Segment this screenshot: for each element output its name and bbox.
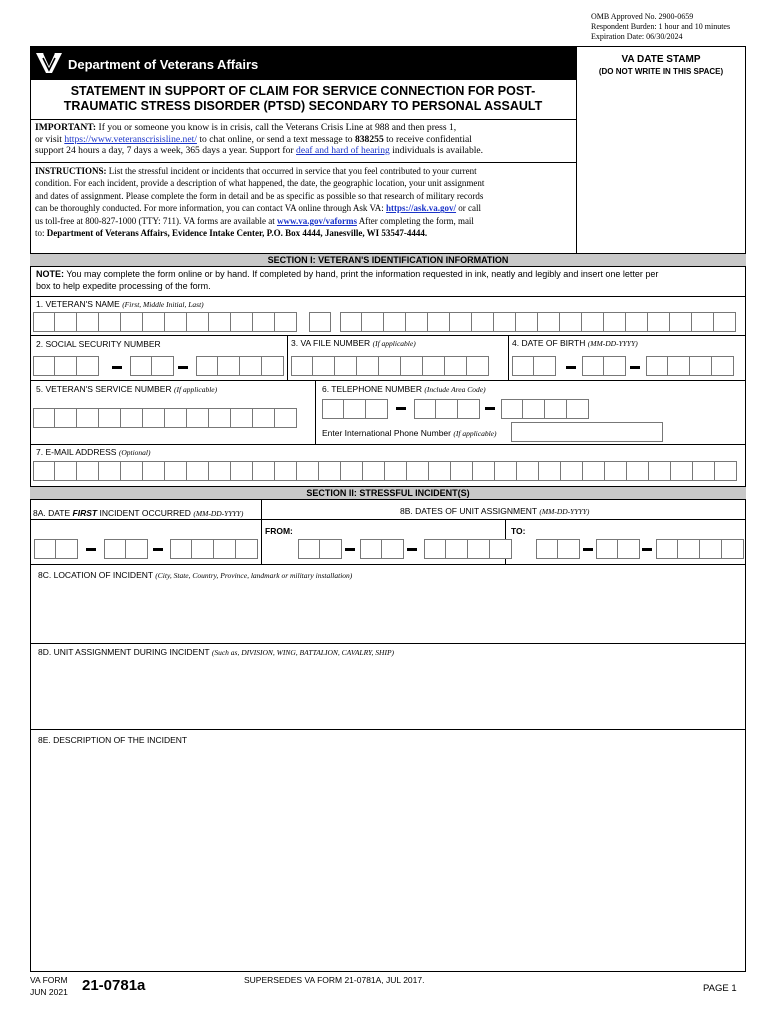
important-text-2c: to receive confidential xyxy=(386,133,472,145)
character-box[interactable] xyxy=(458,399,480,419)
dob-day-boxes[interactable] xyxy=(582,356,626,376)
description-of-incident-field[interactable] xyxy=(31,748,745,970)
character-box[interactable] xyxy=(165,312,187,332)
character-box[interactable] xyxy=(445,356,467,376)
character-box[interactable] xyxy=(700,539,722,559)
instructions-text-3: and dates of assignment. Please complete the form in detail and be as specific as possible so that research of military records xyxy=(35,190,484,201)
character-box[interactable] xyxy=(214,539,236,559)
ssn-dash xyxy=(178,366,188,369)
f8c-hint: (City, State, Country, Province, landmark or military installation) xyxy=(155,571,353,580)
character-box[interactable] xyxy=(99,461,121,481)
character-box[interactable] xyxy=(558,539,580,559)
character-box[interactable] xyxy=(187,408,209,428)
character-box[interactable] xyxy=(253,461,275,481)
character-box[interactable] xyxy=(231,312,253,332)
character-box[interactable] xyxy=(170,539,192,559)
character-box[interactable] xyxy=(627,461,649,481)
character-box[interactable] xyxy=(275,408,297,428)
character-box[interactable] xyxy=(618,539,640,559)
note-text: You may complete the form online or by hand. If completed by hand, print the information requested in ink, neatly and legibly and insert one letter per xyxy=(66,269,659,279)
character-box[interactable] xyxy=(670,312,692,332)
email-label xyxy=(36,447,151,457)
character-box[interactable] xyxy=(467,356,489,376)
phone-dash xyxy=(396,407,406,410)
character-box[interactable] xyxy=(275,461,297,481)
character-box[interactable] xyxy=(712,356,734,376)
important-text-1: If you or someone you know is in crisis, call the Veterans Crisis Line at 988 and then press 1, xyxy=(98,122,457,133)
f7-label: 7. E-MAIL ADDRESS xyxy=(36,447,117,457)
text-code: 838255 xyxy=(354,133,384,145)
date-stamp-note: (DO NOT WRITE IN THIS SPACE) xyxy=(598,67,724,76)
character-box[interactable] xyxy=(152,356,174,376)
character-box[interactable] xyxy=(363,461,385,481)
character-box[interactable] xyxy=(360,539,382,559)
character-box[interactable] xyxy=(490,539,512,559)
ssn-label: 2. SOCIAL SECURITY NUMBER xyxy=(36,339,161,349)
phone-area-boxes[interactable] xyxy=(322,399,388,419)
character-box[interactable] xyxy=(291,356,313,376)
character-box[interactable] xyxy=(626,312,648,332)
divider xyxy=(30,444,746,445)
ssn-boxes-1[interactable] xyxy=(33,356,99,376)
divider xyxy=(30,162,576,163)
character-box[interactable] xyxy=(451,461,473,481)
form-title-line2: TRAUMATIC STRESS DISORDER (PTSD) SECONDARY TO PERSONAL ASSAULT xyxy=(63,99,543,113)
service-number-label xyxy=(36,384,217,394)
footer-form-id xyxy=(30,975,68,997)
f8c-label: 8C. LOCATION OF INCIDENT xyxy=(38,570,153,580)
character-box[interactable] xyxy=(424,539,446,559)
character-box[interactable] xyxy=(384,312,406,332)
character-box[interactable] xyxy=(340,312,362,332)
f5-hint: (If applicable) xyxy=(174,385,218,394)
character-box[interactable] xyxy=(582,356,604,376)
f3-hint: (If applicable) xyxy=(372,339,416,348)
character-box[interactable] xyxy=(344,399,366,419)
character-box[interactable] xyxy=(121,461,143,481)
f6-intl-hint: (If applicable) xyxy=(453,429,497,438)
incident-dash xyxy=(86,548,96,551)
instructions-text-1: List the stressful incident or incidents that occurred in service that you feel contributed to your current xyxy=(108,166,477,176)
instructions-text-5b: After completing the form, mail xyxy=(358,215,474,226)
assignment-from-day-boxes[interactable] xyxy=(360,539,404,559)
f8d-label: 8D. UNIT ASSIGNMENT DURING INCIDENT xyxy=(38,647,210,657)
f8a-hint: (MM-DD-YYYY) xyxy=(193,509,244,518)
divider xyxy=(287,335,288,380)
note-text-2: box to help expedite processing of the form. xyxy=(36,281,211,291)
service-number-boxes[interactable] xyxy=(33,408,297,428)
character-box[interactable] xyxy=(385,461,407,481)
character-box[interactable] xyxy=(33,312,55,332)
f1-hint: (First, Middle Initial, Last) xyxy=(122,300,204,309)
character-box[interactable] xyxy=(596,539,618,559)
incident-year-boxes[interactable] xyxy=(170,539,258,559)
character-box[interactable] xyxy=(253,408,275,428)
character-box[interactable] xyxy=(414,399,436,419)
character-box[interactable] xyxy=(143,461,165,481)
character-box[interactable] xyxy=(34,539,56,559)
f4-label: 4. DATE OF BIRTH xyxy=(512,338,586,348)
from-dash xyxy=(407,548,417,551)
important-notice xyxy=(35,122,575,157)
character-box[interactable] xyxy=(407,461,429,481)
omb-block xyxy=(591,12,730,42)
character-box[interactable] xyxy=(604,312,626,332)
f1-label: 1. VETERAN'S NAME xyxy=(36,299,120,309)
f8b-hint: (MM-DD-YYYY) xyxy=(539,507,590,516)
character-box[interactable] xyxy=(192,539,214,559)
character-box[interactable] xyxy=(714,312,736,332)
instructions xyxy=(35,165,575,239)
character-box[interactable] xyxy=(231,408,253,428)
character-box[interactable] xyxy=(143,408,165,428)
footer-form-date: JUN 2021 xyxy=(30,987,68,997)
character-box[interactable] xyxy=(536,539,558,559)
phone-dash xyxy=(485,407,495,410)
deaf-hard-of-hearing-link[interactable]: deaf and hard of hearing xyxy=(296,145,390,157)
character-box[interactable] xyxy=(517,461,539,481)
character-box[interactable] xyxy=(450,312,472,332)
character-box[interactable] xyxy=(401,356,423,376)
character-box[interactable] xyxy=(582,312,604,332)
character-box[interactable] xyxy=(604,356,626,376)
description-of-incident-label: 8E. DESCRIPTION OF THE INCIDENT xyxy=(38,735,188,745)
dob-dash xyxy=(630,366,640,369)
character-box[interactable] xyxy=(516,312,538,332)
character-box[interactable] xyxy=(534,356,556,376)
character-box[interactable] xyxy=(297,461,319,481)
unit-assignment-dates-label xyxy=(400,506,589,516)
character-box[interactable] xyxy=(495,461,517,481)
character-box[interactable] xyxy=(379,356,401,376)
character-box[interactable] xyxy=(99,312,121,332)
to-label: TO: xyxy=(511,526,526,536)
instructions-text-5a: us toll-free at 800-827-1000 (TTY: 711). VA forms are available at xyxy=(35,215,275,226)
dob-month-boxes[interactable] xyxy=(512,356,556,376)
character-box[interactable] xyxy=(298,539,320,559)
character-box[interactable] xyxy=(656,539,678,559)
mailing-address: Department of Veterans Affairs, Evidence Intake Center, P.O. Box 4444, Janesville, WI 53547-4444. xyxy=(46,228,428,239)
divider xyxy=(30,729,746,730)
agency-name: Department of Veterans Affairs xyxy=(68,57,259,72)
from-label: FROM: xyxy=(265,526,293,536)
character-box[interactable] xyxy=(366,399,388,419)
character-box[interactable] xyxy=(320,539,342,559)
assignment-from-month-boxes[interactable] xyxy=(298,539,342,559)
f8b-label: 8B. DATES OF UNIT ASSIGNMENT xyxy=(400,506,537,516)
unit-assignment-label xyxy=(38,647,394,657)
omb-burden: Respondent Burden: 1 hour and 10 minutes xyxy=(591,22,731,31)
character-box[interactable] xyxy=(690,356,712,376)
f6-intl: Enter International Phone Number xyxy=(322,428,451,438)
instructions-text-2: condition. For each incident, provide a description of what happened, the date, the geographic location, your unit assignment xyxy=(35,178,485,189)
dob-dash xyxy=(566,366,576,369)
character-box[interactable] xyxy=(406,312,428,332)
to-dash xyxy=(642,548,652,551)
agency-bar xyxy=(30,46,576,80)
character-box[interactable] xyxy=(275,312,297,332)
character-box[interactable] xyxy=(130,356,152,376)
date-of-birth-label xyxy=(512,338,638,348)
crisis-line-link[interactable]: https://www.veteranscrisisline.net/ xyxy=(64,133,197,145)
assignment-to-year-boxes[interactable] xyxy=(656,539,744,559)
note-label: NOTE: xyxy=(36,269,64,279)
character-box[interactable] xyxy=(240,356,262,376)
character-box[interactable] xyxy=(165,461,187,481)
international-phone-input[interactable] xyxy=(511,422,663,442)
section-1-note xyxy=(36,268,744,292)
international-phone-label xyxy=(322,428,497,438)
character-box[interactable] xyxy=(545,399,567,419)
character-box[interactable] xyxy=(55,312,77,332)
section-2-header: SECTION II: STRESSFUL INCIDENT(S) xyxy=(30,486,746,500)
character-box[interactable] xyxy=(33,356,55,376)
character-box[interactable] xyxy=(646,356,668,376)
character-box[interactable] xyxy=(512,356,534,376)
character-box[interactable] xyxy=(77,312,99,332)
f7-hint: (Optional) xyxy=(118,448,151,457)
assignment-from-year-boxes[interactable] xyxy=(424,539,512,559)
character-box[interactable] xyxy=(209,408,231,428)
character-box[interactable] xyxy=(668,356,690,376)
character-box[interactable] xyxy=(165,408,187,428)
f8a-label-post: INCIDENT OCCURRED xyxy=(99,508,191,518)
character-box[interactable] xyxy=(236,539,258,559)
character-box[interactable] xyxy=(494,312,516,332)
va-forms-link[interactable]: www.va.gov/vaforms xyxy=(276,215,357,226)
important-text-3a: support 24 hours a day, 7 days a week, 365 days a year. Support for xyxy=(35,145,294,157)
instructions-text-4b: or call xyxy=(458,203,482,214)
character-box[interactable] xyxy=(231,461,253,481)
character-box[interactable] xyxy=(33,461,55,481)
from-dash xyxy=(345,548,355,551)
character-box[interactable] xyxy=(56,539,78,559)
omb-approved: OMB Approved No. 2900-0659 xyxy=(591,12,694,21)
character-box[interactable] xyxy=(77,461,99,481)
va-file-number-label xyxy=(291,338,416,348)
character-box[interactable] xyxy=(341,461,363,481)
character-box[interactable] xyxy=(126,539,148,559)
va-seal-icon xyxy=(34,51,64,75)
va-file-number-boxes[interactable] xyxy=(291,356,489,376)
f5-label: 5. VETERAN'S SERVICE NUMBER xyxy=(36,384,172,394)
character-box[interactable] xyxy=(104,539,126,559)
character-box[interactable] xyxy=(428,312,450,332)
character-box[interactable] xyxy=(693,461,715,481)
divider xyxy=(30,643,746,644)
instructions-text-4a: can be thoroughly conducted. For more information, you can contact VA online through Ask VA: xyxy=(35,203,384,214)
character-box[interactable] xyxy=(55,356,77,376)
unit-assignment-field[interactable] xyxy=(31,659,745,728)
divider xyxy=(508,335,509,380)
character-box[interactable] xyxy=(209,461,231,481)
dob-year-boxes[interactable] xyxy=(646,356,734,376)
character-box[interactable] xyxy=(187,312,209,332)
assignment-to-day-boxes[interactable] xyxy=(596,539,640,559)
character-box[interactable] xyxy=(583,461,605,481)
character-box[interactable] xyxy=(55,461,77,481)
character-box[interactable] xyxy=(538,312,560,332)
first-name-boxes[interactable] xyxy=(33,312,297,332)
character-box[interactable] xyxy=(523,399,545,419)
divider xyxy=(30,335,746,336)
divider xyxy=(315,380,316,444)
location-of-incident-field[interactable] xyxy=(31,582,745,642)
f3-label: 3. VA FILE NUMBER xyxy=(291,338,371,348)
middle-initial-box[interactable] xyxy=(309,312,331,332)
incident-dash xyxy=(153,548,163,551)
divider xyxy=(30,519,261,520)
character-box[interactable] xyxy=(77,408,99,428)
character-box[interactable] xyxy=(436,399,458,419)
character-box[interactable] xyxy=(715,461,737,481)
character-box[interactable] xyxy=(567,399,589,419)
character-box[interactable] xyxy=(253,312,275,332)
divider xyxy=(30,564,746,565)
character-box[interactable] xyxy=(692,312,714,332)
incident-month-boxes[interactable] xyxy=(34,539,78,559)
f4-hint: (MM-DD-YYYY) xyxy=(587,339,638,348)
date-stamp-title: VA DATE STAMP xyxy=(621,54,701,65)
character-box[interactable] xyxy=(501,399,523,419)
footer-supersedes: SUPERSEDES VA FORM 21-0781A, JUL 2017. xyxy=(244,975,425,985)
date-first-incident-label xyxy=(33,508,243,518)
character-box[interactable] xyxy=(209,312,231,332)
character-box[interactable] xyxy=(77,356,99,376)
date-stamp-divider xyxy=(576,46,577,254)
f6-hint: (Include Area Code) xyxy=(424,385,486,394)
omb-expiration: Expiration Date: 06/30/2024 xyxy=(591,32,683,41)
form-title-line1: STATEMENT IN SUPPORT OF CLAIM FOR SERVICE CONNECTION FOR POST- xyxy=(70,84,536,98)
divider xyxy=(30,296,746,297)
character-box[interactable] xyxy=(218,356,240,376)
character-box[interactable] xyxy=(473,461,495,481)
character-box[interactable] xyxy=(313,356,335,376)
character-box[interactable] xyxy=(262,356,284,376)
incident-day-boxes[interactable] xyxy=(104,539,148,559)
character-box[interactable] xyxy=(99,408,121,428)
instructions-label: INSTRUCTIONS: xyxy=(35,166,107,176)
f6-label: 6. TELEPHONE NUMBER xyxy=(322,384,422,394)
important-text-2a: or visit xyxy=(35,133,62,145)
footer-form-label: VA FORM xyxy=(30,975,68,985)
character-box[interactable] xyxy=(322,399,344,419)
character-box[interactable] xyxy=(319,461,341,481)
form-title xyxy=(30,84,576,114)
character-box[interactable] xyxy=(423,356,445,376)
ask-va-link[interactable]: https://ask.va.gov/ xyxy=(386,203,457,214)
character-box[interactable] xyxy=(55,408,77,428)
character-box[interactable] xyxy=(468,539,490,559)
important-text-3b: individuals is available. xyxy=(392,145,484,157)
assignment-to-month-boxes[interactable] xyxy=(536,539,580,559)
character-box[interactable] xyxy=(143,312,165,332)
divider xyxy=(30,380,746,381)
instructions-text-6a: to: xyxy=(35,228,45,239)
character-box[interactable] xyxy=(309,312,331,332)
important-text-2b: to chat online, or send a text message to xyxy=(199,133,353,145)
divider xyxy=(261,519,746,520)
footer-form-number: 21-0781a xyxy=(82,977,146,994)
important-label: IMPORTANT: xyxy=(35,122,97,133)
character-box[interactable] xyxy=(671,461,693,481)
character-box[interactable] xyxy=(187,461,209,481)
character-box[interactable] xyxy=(121,312,143,332)
telephone-label xyxy=(322,384,486,394)
divider xyxy=(30,119,576,120)
character-box[interactable] xyxy=(121,408,143,428)
character-box[interactable] xyxy=(382,539,404,559)
location-of-incident-label xyxy=(38,570,352,580)
character-box[interactable] xyxy=(335,356,357,376)
character-box[interactable] xyxy=(605,461,627,481)
character-box[interactable] xyxy=(33,408,55,428)
ssn-boxes-2[interactable] xyxy=(130,356,174,376)
f8d-hint: (Such as, DIVISION, WING, BATTALION, CAVALRY, SHIP) xyxy=(211,648,395,657)
character-box[interactable] xyxy=(649,461,671,481)
character-box[interactable] xyxy=(429,461,451,481)
email-boxes[interactable] xyxy=(33,461,737,481)
va-date-stamp xyxy=(576,54,746,76)
character-box[interactable] xyxy=(561,461,583,481)
character-box[interactable] xyxy=(362,312,384,332)
character-box[interactable] xyxy=(648,312,670,332)
footer-page-number: PAGE 1 xyxy=(703,983,737,994)
character-box[interactable] xyxy=(196,356,218,376)
character-box[interactable] xyxy=(472,312,494,332)
f8a-label-em: FIRST xyxy=(72,508,98,518)
character-box[interactable] xyxy=(678,539,700,559)
character-box[interactable] xyxy=(357,356,379,376)
ssn-dash xyxy=(112,366,122,369)
ssn-boxes-3[interactable] xyxy=(196,356,284,376)
veterans-name-label xyxy=(36,299,204,309)
character-box[interactable] xyxy=(446,539,468,559)
character-box[interactable] xyxy=(722,539,744,559)
divider xyxy=(261,500,262,564)
section-1-header: SECTION I: VETERAN'S IDENTIFICATION INFORMATION xyxy=(30,253,746,267)
phone-prefix-boxes[interactable] xyxy=(414,399,480,419)
f8a-label-pre: 8A. DATE xyxy=(33,508,71,518)
character-box[interactable] xyxy=(560,312,582,332)
character-box[interactable] xyxy=(539,461,561,481)
to-dash xyxy=(583,548,593,551)
phone-line-boxes[interactable] xyxy=(501,399,589,419)
last-name-boxes[interactable] xyxy=(340,312,736,332)
